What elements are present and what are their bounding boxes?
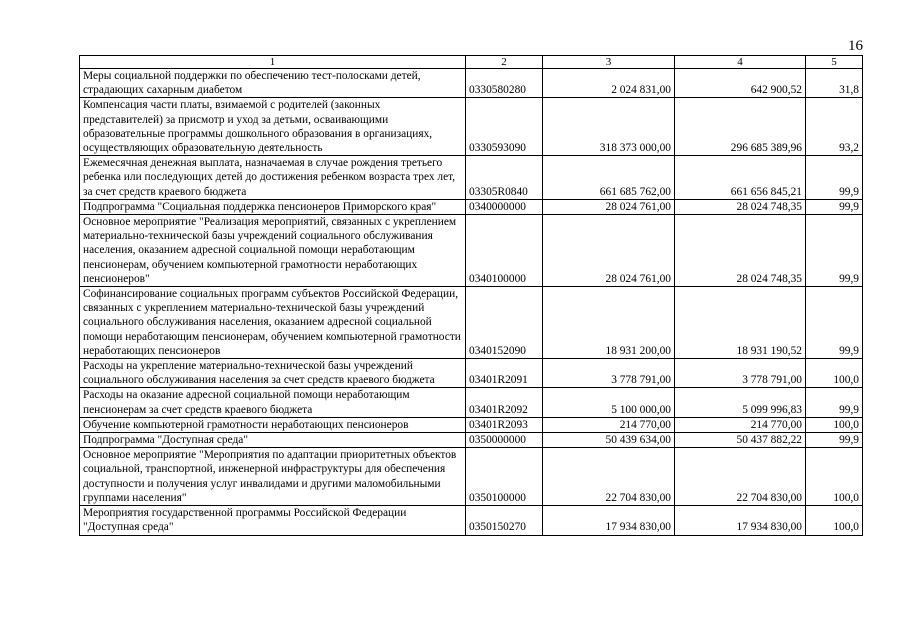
row-code-cell: 0340100000 [466, 215, 543, 287]
row-actual-amount-cell: 22 704 830,00 [675, 448, 806, 506]
table-header-row [80, 56, 863, 69]
row-actual-amount-cell: 28 024 748,35 [675, 215, 806, 287]
row-plan-amount-cell: 17 934 830,00 [543, 506, 675, 535]
row-actual-amount-cell: 5 099 996,83 [675, 388, 806, 417]
row-percent-cell: 99,9 [806, 156, 863, 200]
row-actual-amount-cell: 28 024 748,35 [675, 199, 806, 214]
row-percent-cell: 100,0 [806, 506, 863, 535]
row-code-cell: 0350000000 [466, 433, 543, 448]
row-percent-cell: 100,0 [806, 359, 863, 388]
row-code-cell: 0350150270 [466, 506, 543, 535]
table-row [80, 448, 863, 506]
row-name-cell: Обучение компьютерной грамотности неработающих пенсионеров [80, 417, 466, 432]
column-header: 3 [543, 56, 675, 69]
row-percent-cell: 100,0 [806, 448, 863, 506]
table-row [80, 156, 863, 200]
row-plan-amount-cell: 28 024 761,00 [543, 215, 675, 287]
row-name-cell: Подпрограмма "Доступная среда" [80, 433, 466, 448]
table-row [80, 388, 863, 417]
row-name-cell: Подпрограмма "Социальная поддержка пенсионеров Приморского края" [80, 199, 466, 214]
table-row [80, 287, 863, 359]
row-name-cell: Ежемесячная денежная выплата, назначаемая в случае рождения третьего ребенка или последующих детей до достижения ребенком возраста трех лет, за счет средств краевого бюджета [80, 156, 466, 200]
row-name-cell: Мероприятия государственной программы Российской Федерации "Доступная среда" [80, 506, 466, 535]
page-number: 16 [848, 38, 863, 54]
row-code-cell: 03401R2093 [466, 417, 543, 432]
table-row [80, 199, 863, 214]
row-percent-cell: 99,9 [806, 215, 863, 287]
row-percent-cell: 99,9 [806, 433, 863, 448]
row-percent-cell: 99,9 [806, 199, 863, 214]
row-plan-amount-cell: 22 704 830,00 [543, 448, 675, 506]
row-actual-amount-cell: 296 685 389,96 [675, 98, 806, 156]
row-actual-amount-cell: 661 656 845,21 [675, 156, 806, 200]
row-code-cell: 03305R0840 [466, 156, 543, 200]
column-header: 2 [466, 56, 543, 69]
row-code-cell: 03401R2091 [466, 359, 543, 388]
row-percent-cell: 100,0 [806, 417, 863, 432]
row-plan-amount-cell: 318 373 000,00 [543, 98, 675, 156]
table-row [80, 98, 863, 156]
table-row [80, 417, 863, 432]
row-actual-amount-cell: 214 770,00 [675, 417, 806, 432]
row-code-cell: 0350100000 [466, 448, 543, 506]
row-code-cell: 03401R2092 [466, 388, 543, 417]
row-actual-amount-cell: 17 934 830,00 [675, 506, 806, 535]
row-plan-amount-cell: 28 024 761,00 [543, 199, 675, 214]
row-name-cell: Компенсация части платы, взимаемой с родителей (законных представителей) за присмотр и уход за детьми, осваивающими образовательные программы дошкольного образования в организациях, осуществляющих образовательную деятельность [80, 98, 466, 156]
row-actual-amount-cell: 18 931 190,52 [675, 287, 806, 359]
row-actual-amount-cell: 642 900,52 [675, 69, 806, 98]
row-name-cell: Расходы на оказание адресной социальной помощи неработающим пенсионерам за счет средств краевого бюджета [80, 388, 466, 417]
row-percent-cell: 31,8 [806, 69, 863, 98]
row-percent-cell: 99,9 [806, 388, 863, 417]
row-actual-amount-cell: 3 778 791,00 [675, 359, 806, 388]
column-header: 1 [80, 56, 466, 69]
table-row [80, 215, 863, 287]
row-plan-amount-cell: 18 931 200,00 [543, 287, 675, 359]
row-code-cell: 0330593090 [466, 98, 543, 156]
row-plan-amount-cell: 661 685 762,00 [543, 156, 675, 200]
row-plan-amount-cell: 214 770,00 [543, 417, 675, 432]
row-code-cell: 0330580280 [466, 69, 543, 98]
table-row [80, 69, 863, 98]
row-plan-amount-cell: 3 778 791,00 [543, 359, 675, 388]
column-header: 5 [806, 56, 863, 69]
row-percent-cell: 93,2 [806, 98, 863, 156]
table-row [80, 506, 863, 535]
row-plan-amount-cell: 2 024 831,00 [543, 69, 675, 98]
row-percent-cell: 99,9 [806, 287, 863, 359]
row-name-cell: Софинансирование социальных программ субъектов Российской Федерации, связанных с укреплением материально-технической базы учреждений социального обслуживания населения, оказанием адресной социальной помощи неработающим пенсионерам, обучением компьютерной грамотности неработающих пенсионеров [80, 287, 466, 359]
row-name-cell: Расходы на укрепление материально-технической базы учреждений социального обслуживания населения за счет средств краевого бюджета [80, 359, 466, 388]
row-code-cell: 0340152090 [466, 287, 543, 359]
row-code-cell: 0340000000 [466, 199, 543, 214]
row-actual-amount-cell: 50 437 882,22 [675, 433, 806, 448]
column-header: 4 [675, 56, 806, 69]
row-name-cell: Основное мероприятие "Мероприятия по адаптации приоритетных объектов социальной, транспортной, инженерной инфраструктуры для обеспечения доступности и получения услуг инвалидами и другими маломобильными группами населения" [80, 448, 466, 506]
table-body [80, 69, 863, 536]
table-row [80, 359, 863, 388]
row-plan-amount-cell: 50 439 634,00 [543, 433, 675, 448]
row-plan-amount-cell: 5 100 000,00 [543, 388, 675, 417]
row-name-cell: Меры социальной поддержки по обеспечению тест-полосками детей, страдающих сахарным диабетом [80, 69, 466, 98]
budget-table [79, 55, 863, 536]
row-name-cell: Основное мероприятие "Реализация мероприятий, связанных с укреплением материально-технической базы учреждений социального обслуживания населения, оказанием адресной социальной помощи неработающим пенсионерам, обучением компьютерной грамотности неработающих пенсионеров" [80, 215, 466, 287]
table-row [80, 433, 863, 448]
